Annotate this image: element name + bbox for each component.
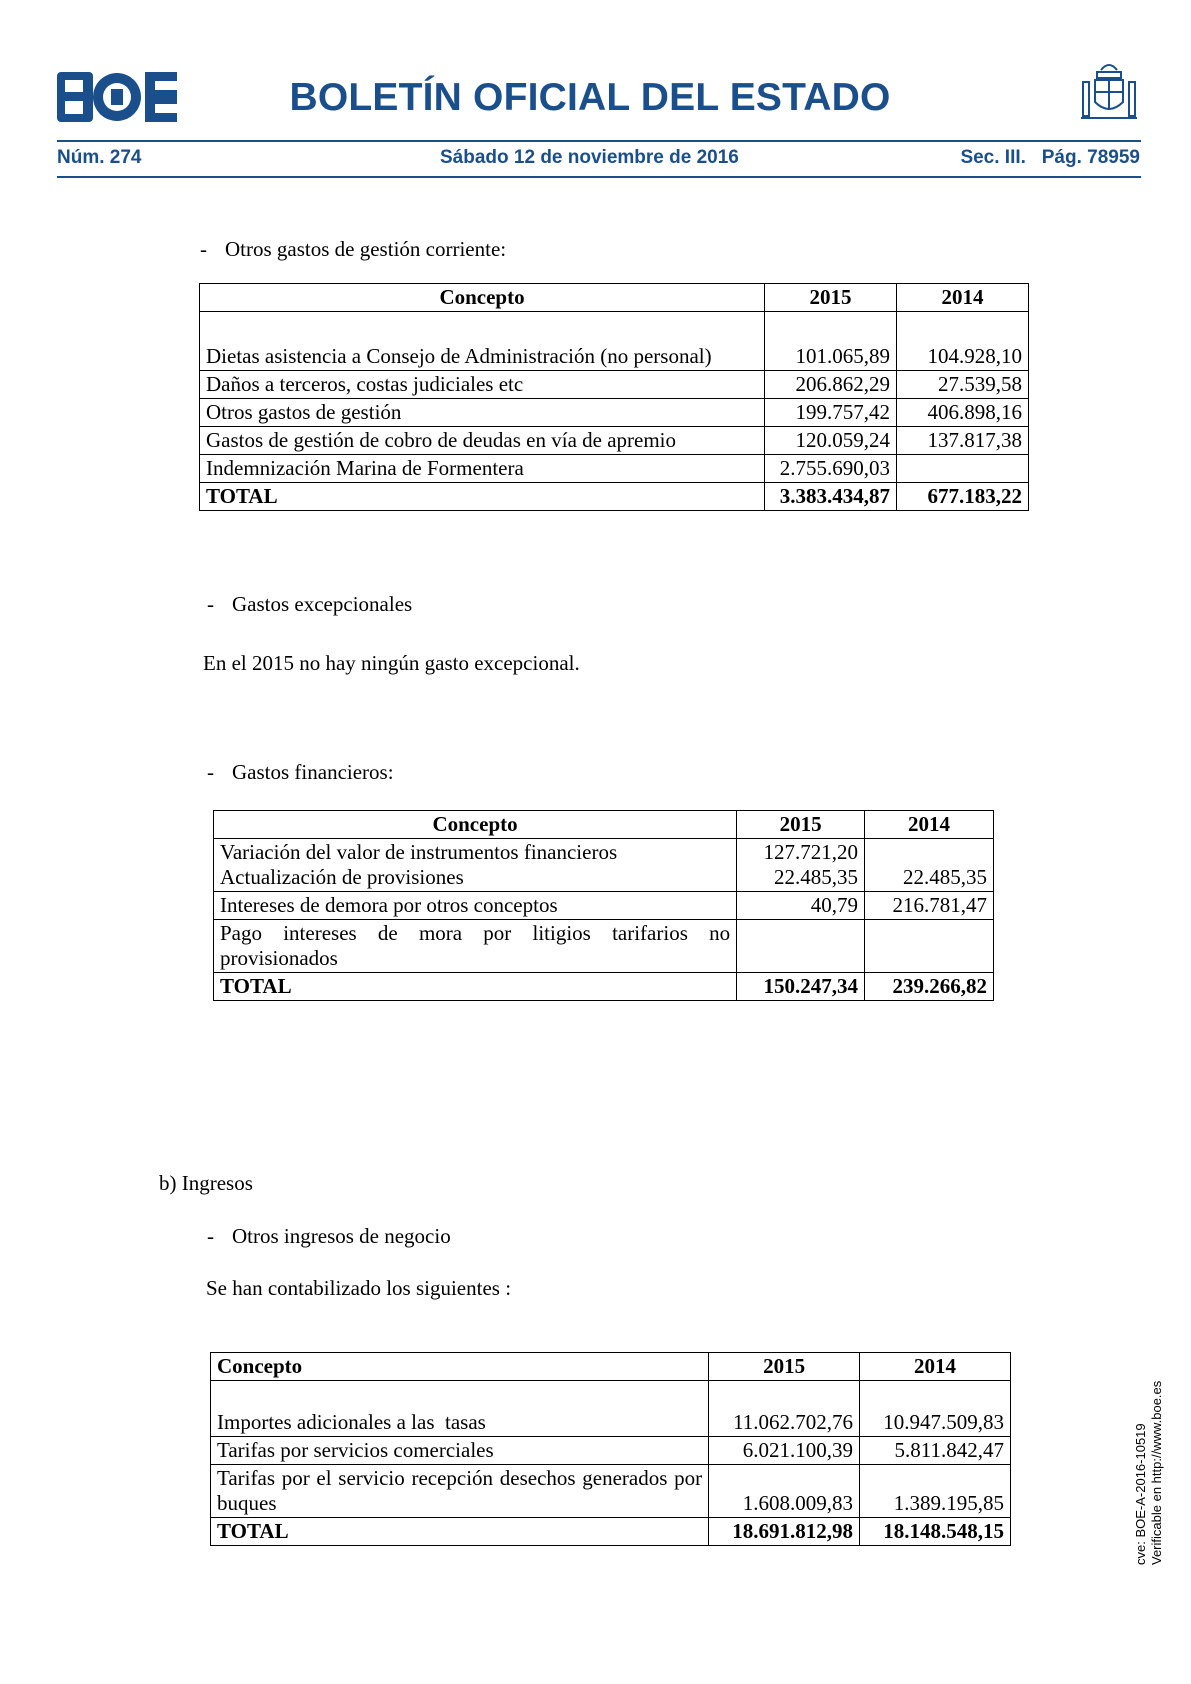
table-header-row [214,811,994,839]
table-header-row [200,284,1029,312]
value-line: 22.485,35 [774,865,859,889]
concept-cell: Daños a terceros, costas judiciales etc [200,371,765,399]
subsection-label: b) Ingresos [159,1171,253,1195]
table-row [211,1465,1011,1518]
total-row [214,973,994,1001]
column-header: 2014 [865,811,994,839]
concept-cell: Gastos de gestión de cobro de deudas en vía de apremio [200,427,765,455]
value-cell: 2.755.690,03 [765,455,897,483]
value-cell: 5.811.842,47 [860,1437,1011,1465]
concept-cell: Tarifas por servicios comerciales [211,1437,709,1465]
column-header: 2015 [765,284,897,312]
value-cell [897,455,1029,483]
concept-cell: Importes adicionales a las tasas [211,1381,709,1437]
total-row [200,483,1029,511]
concept-cell: Intereses de demora por otros conceptos [214,892,737,920]
coat-of-arms-icon [1079,60,1139,126]
total-row [211,1518,1011,1546]
concept-cell: Tarifas por el servicio recepción desechos generados por buques [211,1465,709,1518]
total-label: TOTAL [211,1518,709,1546]
total-value: 150.247,34 [737,973,865,1001]
expenses-table [199,283,1029,511]
value-cell: 199.757,42 [765,399,897,427]
table-row [200,399,1029,427]
boe-logo [57,72,177,122]
value-cell: 137.817,38 [897,427,1029,455]
value-cell: 6.021.100,39 [709,1437,860,1465]
table-row [200,427,1029,455]
column-header: Concepto [214,811,737,839]
value-cell: 104.928,10 [897,312,1029,371]
cve-code: cve: BOE-A-2016-10519 [1133,1423,1148,1565]
column-header: 2014 [897,284,1029,312]
table-row [211,1381,1011,1437]
total-value: 3.383.434,87 [765,483,897,511]
table-row [200,371,1029,399]
table-row [214,892,994,920]
total-value: 18.691.812,98 [709,1518,860,1546]
concept-line: Actualización de provisiones [220,865,464,889]
total-value: 18.148.548,15 [860,1518,1011,1546]
value-cell: 10.947.509,83 [860,1381,1011,1437]
value-cell: 1.389.195,85 [860,1465,1011,1518]
concept-cell: Otros gastos de gestión [200,399,765,427]
table-row [214,920,994,973]
issue-number: Núm. 274 [57,147,142,168]
value-cell: 27.539,58 [897,371,1029,399]
value-cell: 40,79 [737,892,865,920]
bullet: - [207,1224,214,1248]
value-cell [865,920,994,973]
concept-cell: Dietas asistencia a Consejo de Administración (no personal) [200,312,765,371]
bullet: - [207,760,214,784]
section-heading: Gastos financieros: [232,760,394,784]
value-cell: 206.862,29 [765,371,897,399]
table-row [214,839,994,892]
table-row [200,455,1029,483]
header-rule-top [57,140,1141,142]
financial-expenses-table [213,810,994,1001]
header-rule-bottom [57,176,1141,178]
value-line: 127.721,20 [763,840,859,864]
paragraph: Se han contabilizado los siguientes : [206,1276,512,1300]
section-heading: Otros gastos de gestión corriente: [225,237,507,261]
bullet: - [207,592,214,616]
section-heading: Gastos excepcionales [232,592,413,616]
page-title: BOLETÍN OFICIAL DEL ESTADO [289,76,891,119]
total-label: TOTAL [200,483,765,511]
value-cell [737,839,865,892]
total-label: TOTAL [214,973,737,1001]
value-cell: 101.065,89 [765,312,897,371]
value-cell [737,920,865,973]
concept-cell [214,839,737,892]
value-cell: 11.062.702,76 [709,1381,860,1437]
total-value: 239.266,82 [865,973,994,1001]
value-cell: 1.608.009,83 [709,1465,860,1518]
paragraph: En el 2015 no hay ningún gasto excepcional. [203,651,580,675]
column-header: 2015 [709,1353,860,1381]
bullet: - [200,237,207,261]
concept-cell: Pago intereses de mora por litigios tarifarios no provisionados [214,920,737,973]
table-row [211,1437,1011,1465]
value-cell: 216.781,47 [865,892,994,920]
value-cell: 120.059,24 [765,427,897,455]
table-header-row [211,1353,1011,1381]
column-header: Concepto [200,284,765,312]
total-value: 677.183,22 [897,483,1029,511]
column-header: Concepto [211,1353,709,1381]
verification-link[interactable]: Verificable en http://www.boe.es [1149,1380,1164,1565]
section-page: Sec. III. Pág. 78959 [960,147,1140,168]
value-cell: 22.485,35 [865,839,994,892]
column-header: 2014 [860,1353,1011,1381]
issue-date: Sábado 12 de noviembre de 2016 [440,147,739,168]
concept-cell: Indemnización Marina de Formentera [200,455,765,483]
column-header: 2015 [737,811,865,839]
value-cell: 406.898,16 [897,399,1029,427]
table-row [200,312,1029,371]
section-heading: Otros ingresos de negocio [232,1224,451,1248]
income-table [210,1352,1011,1546]
concept-line: Variación del valor de instrumentos financieros [220,840,618,864]
verification-sidebar [1133,1380,1164,1579]
